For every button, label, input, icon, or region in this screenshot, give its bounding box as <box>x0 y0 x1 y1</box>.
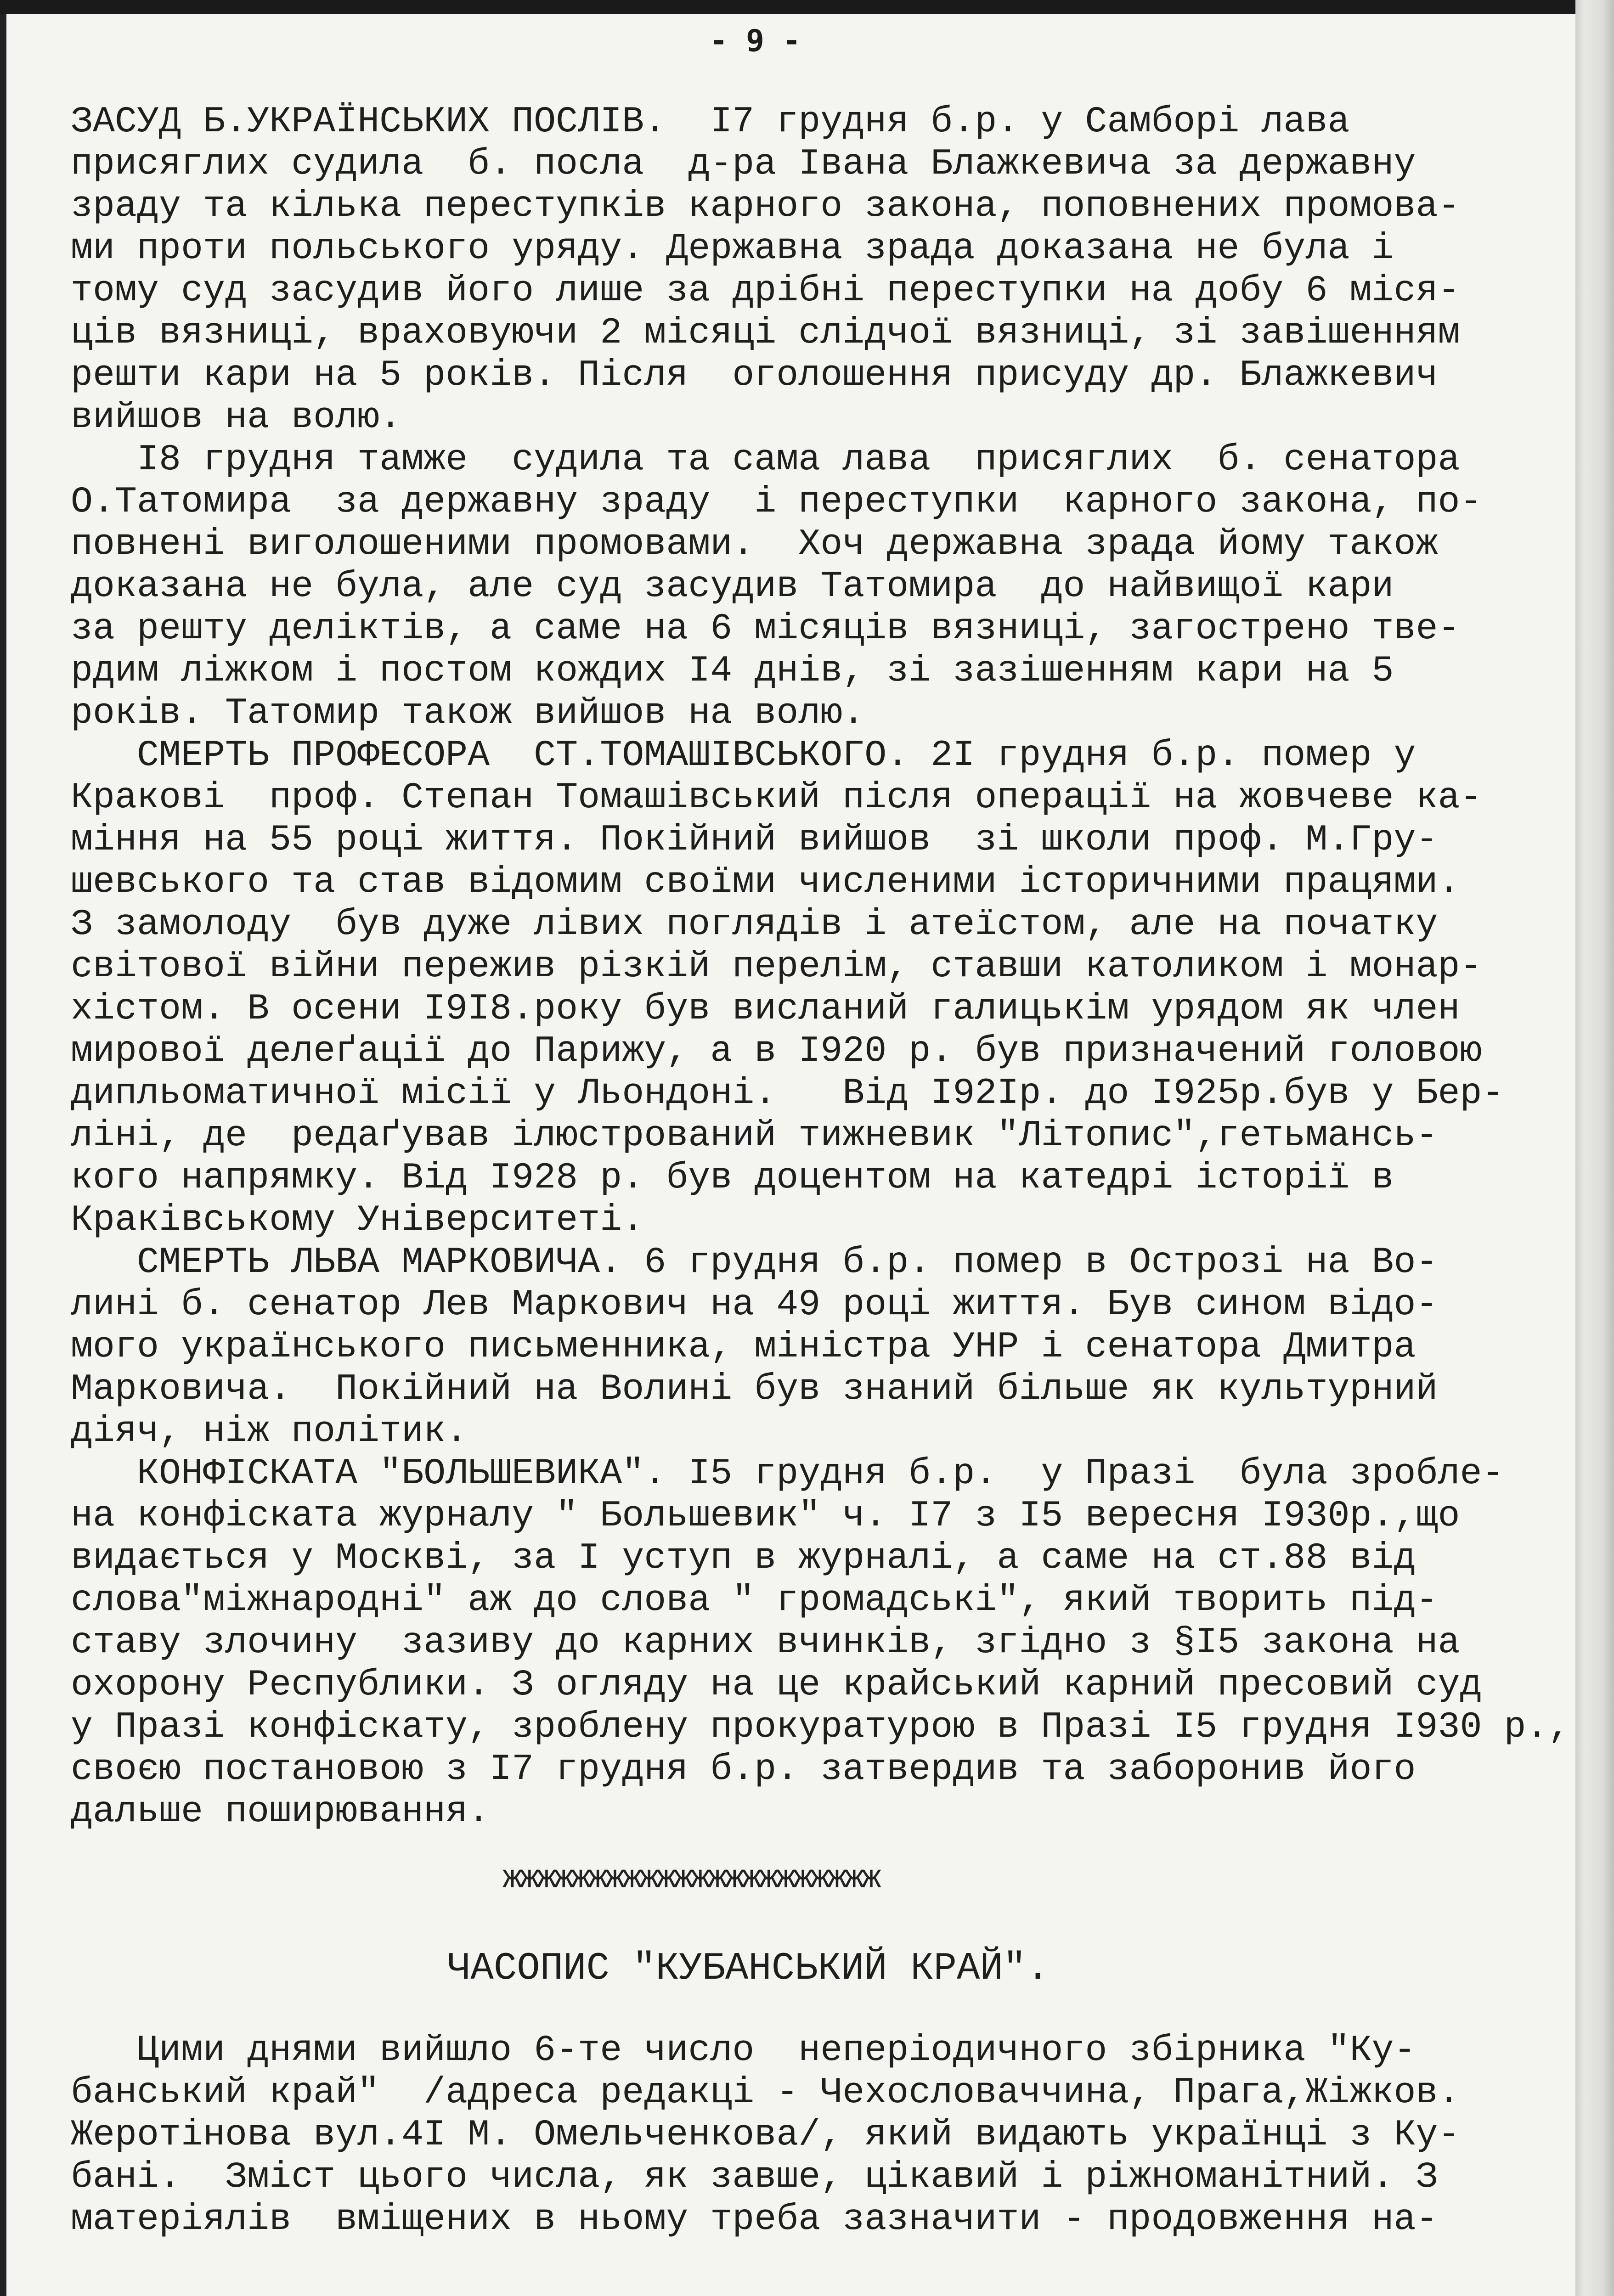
text-line: своєю постановою з І7 грудня б.р. затвердив та заборонив його <box>71 1749 1416 1790</box>
text-line: видається у Москві, за І уступ в журналі, а саме на ст.88 від <box>71 1537 1416 1579</box>
article-heading: ЧАСОПИС "КУБАНСЬКИЙ КРАЙ". <box>447 1947 1050 1991</box>
text-line: шевського та став відомим своїми численими історичними працями. <box>71 861 1460 903</box>
text-line: слова"міжнародні" аж до слова " громадські", який творить під- <box>71 1580 1438 1621</box>
text-line: ми проти польського уряду. Державна зрада доказана не була і <box>71 228 1394 270</box>
text-line: присяглих судила б. посла д-ра Івана Блажкевича за державну <box>71 143 1416 185</box>
text-line: світової війни пережив різкій перелім, ставши католиком і монар- <box>71 946 1482 988</box>
section-divider: жжжжжжжжжжжжжжжжжжжжжж <box>502 1860 879 1897</box>
text-line: тому суд засудив його лише за дрібні переступки на добу 6 міся- <box>71 270 1460 312</box>
text-line: рдим ліжком і постом кождих І4 днів, зі зазішенням кари на 5 <box>71 650 1394 692</box>
text-line: дипльоматичної місії у Льондоні. Від І92Ір. до І925р.був у Бер- <box>71 1073 1504 1114</box>
text-line: зраду та кілька переступків карного закона, поповнених промова- <box>71 186 1460 227</box>
text-line: діяч, ніж політик. <box>71 1411 468 1452</box>
page-number: - 9 - <box>709 23 801 58</box>
text-line: І8 грудня тамже судила та сама лава присяглих б. сенатора <box>71 439 1460 481</box>
text-line: лині б. сенатор Лев Маркович на 49 році життя. Був сином відо- <box>71 1284 1438 1326</box>
text-line: ЗАСУД Б.УКРАЇНСЬКИХ ПОСЛІВ. І7 грудня б.р. у Самборі лава <box>71 101 1350 143</box>
text-line: міння на 55 році життя. Покійний вийшов зі школи проф. М.Гру- <box>71 819 1438 861</box>
text-line: СМЕРТЬ ЛЬВА МАРКОВИЧА. 6 грудня б.р. помер в Острозі на Во- <box>71 1242 1438 1283</box>
text-line: ців вязниці, враховуючи 2 місяці слідчої вязниці, зі завішенням <box>71 312 1460 354</box>
text-line: вийшов на волю. <box>71 397 402 439</box>
text-line: Кракові проф. Степан Томашівський після операції на жовчеве ка- <box>71 777 1482 819</box>
text-line: КОНФІСКАТА "БОЛЬШЕВИКА". І5 грудня б.р. у Празі була зробле- <box>71 1453 1504 1495</box>
text-line: доказана не була, але суд засудив Татомира до найвищої кари <box>71 566 1394 608</box>
text-line: решти кари на 5 років. Після оголошення присуду др. Блажкевич <box>71 355 1438 396</box>
text-line: З замолоду був дуже лівих поглядів і атеїстом, але на початку <box>71 904 1438 945</box>
text-line: Цими днями вийшло 6-те число неперіодичного збірника "Ку- <box>71 2030 1416 2071</box>
text-line: охорону Республики. З огляду на це крайський карний пресовий суд <box>71 1664 1482 1706</box>
text-line: бані. Зміст цього числа, як завше, цікавий і ріжноманітний. З <box>71 2156 1438 2198</box>
text-line: банський край" /адреса редакці - Чехословаччина, Прага,Жіжков. <box>71 2072 1460 2114</box>
text-line: ставу злочину зазиву до карних вчинків, згідно з §І5 закона на <box>71 1622 1460 1664</box>
text-line: Краківському Університеті. <box>71 1199 644 1241</box>
text-line: дальше поширювання. <box>71 1791 490 1833</box>
news-section <box>71 101 1570 1833</box>
article-body <box>71 2030 1522 2241</box>
text-line: кого напрямку. Від І928 р. був доцентом на катедрі історії в <box>71 1157 1394 1199</box>
text-line: повнені виголошеними промовами. Хоч державна зрада йому також <box>71 523 1438 565</box>
text-line: матеріялів вміщених в ньому треба зазначити - продовження на- <box>71 2199 1438 2240</box>
text-line: у Празі конфіскату, зроблену прокуратурою в Празі І5 грудня І930 р., <box>71 1706 1570 1748</box>
text-line: Жеротінова вул.4І М. Омельченкова/, який видають українці з Ку- <box>71 2114 1460 2156</box>
text-line: СМЕРТЬ ПРОФЕСОРА СТ.ТОМАШІВСЬКОГО. 2І грудня б.р. помер у <box>71 735 1416 777</box>
text-line: О.Татомира за державну зраду і переступки карного закона, по- <box>71 481 1482 523</box>
text-line: мого українського письменника, міністра УНР і сенатора Дмитра <box>71 1326 1416 1368</box>
text-line: років. Татомир також вийшов на волю. <box>71 692 865 734</box>
text-line: хістом. В осени І9І8.року був висланий галицькім урядом як член <box>71 988 1460 1030</box>
text-line: за решту деліктів, а саме на 6 місяців вязниці, загострено твe- <box>71 608 1460 650</box>
scan-edge <box>1575 0 1614 2296</box>
text-line: на конфіската журналу " Большевик" ч. І7 з І5 вересня І930р.,що <box>71 1495 1460 1537</box>
text-line: ліні, де редаґував ілюстрований тижневик "Літопис",гетьмансь- <box>71 1115 1438 1157</box>
text-line: Марковича. Покійний на Волині був знаний більше як культурний <box>71 1368 1438 1410</box>
document-page <box>0 14 1575 2296</box>
text-line: мирової делеґації до Парижу, а в І920 р. був призначений головою <box>71 1030 1482 1072</box>
